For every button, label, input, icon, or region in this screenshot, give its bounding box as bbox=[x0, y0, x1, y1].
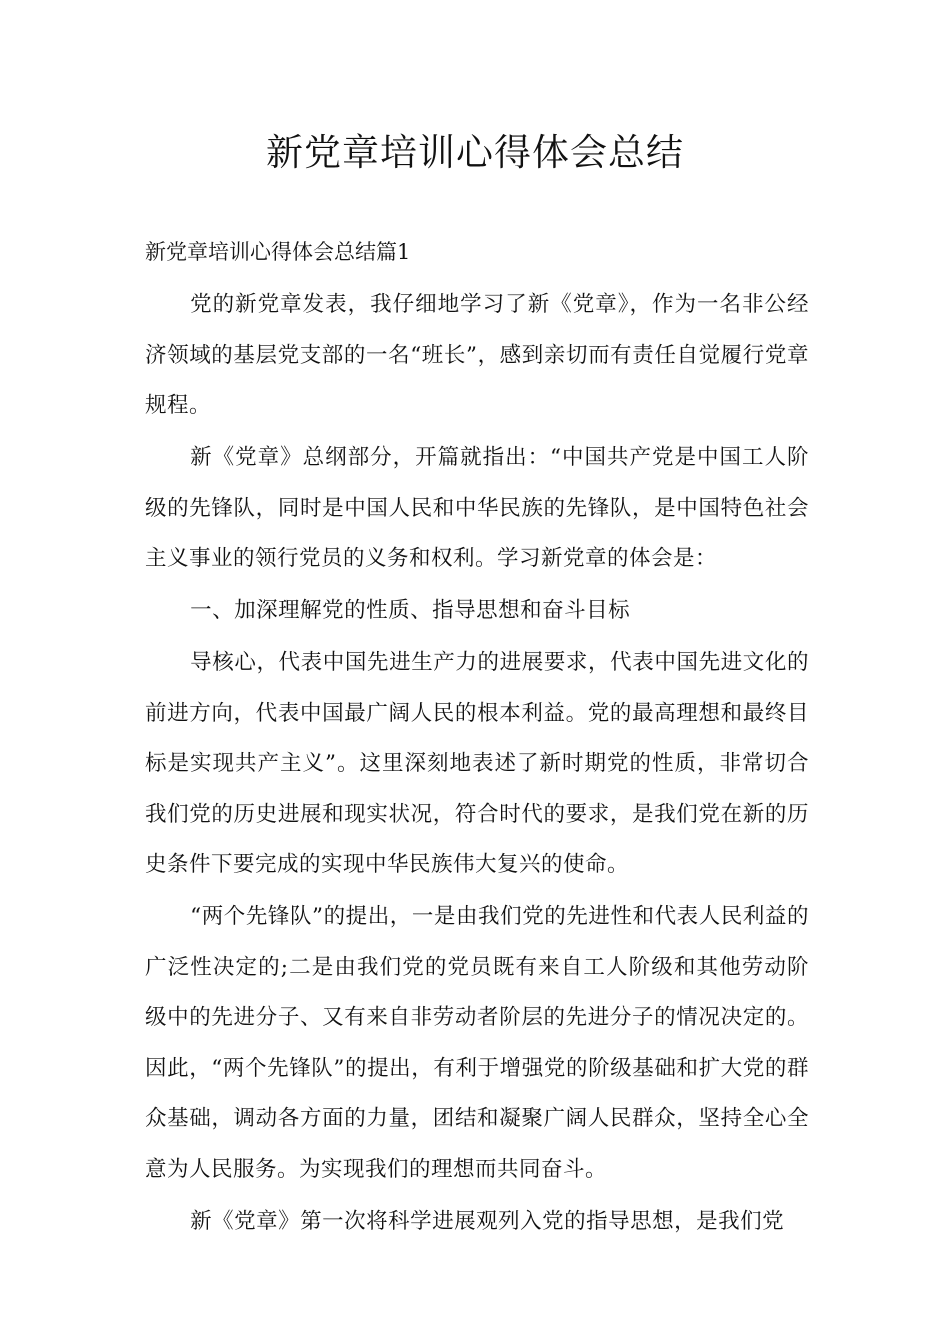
paragraph: “两个先锋队”的提出，一是由我们党的先进性和代表人民利益的广泛性决定的;二是由我们党的党员既有来自工人阶级和其他劳动阶级中的先进分子、又有来自非劳动者阶层的先进分子的情况决定的。因此，“两个先锋队”的提出，有利于增强党的阶级基础和扩大党的群众基础，调动各方面的力量，团结和凝聚广阔人民群众，坚持全心全意为人民服务。为实现我们的理想而共同奋斗。 bbox=[145, 904, 809, 1182]
paragraph: 新《党章》总纲部分，开篇就指出：“中国共产党是中国工人阶级的先锋队，同时是中国人民和中华民族的先锋队，是中国特色社会主义事业的领行党员的义务和权利。学习新党章的体会是： bbox=[145, 445, 809, 571]
document-title: 新党章培训心得体会总结 bbox=[266, 131, 684, 174]
paragraph: 新《党章》第一次将科学进展观列入党的指导思想，是我们党 bbox=[190, 1208, 785, 1234]
document-body bbox=[145, 280, 809, 1249]
document-subtitle: 新党章培训心得体会总结篇1 bbox=[145, 240, 411, 264]
paragraph: 党的新党章发表，我仔细地学习了新《党章》，作为一名非公经济领域的基层党支部的一名“班长”，感到亲切而有责任自觉履行党章规程。 bbox=[145, 292, 809, 418]
section-heading: 一、加深理解党的性质、指导思想和奋斗目标 bbox=[190, 598, 631, 623]
paragraph: 导核心，代表中国先进生产力的进展要求，代表中国先进文化的前进方向，代表中国最广阔人民的根本利益。党的最高理想和最终目标是实现共产主义”。这里深刻地表述了新时期党的性质，非常切合我们党的历史进展和现实状况，符合时代的要求，是我们党在新的历史条件下要完成的实现中华民族伟大复兴的使命。 bbox=[145, 650, 809, 877]
